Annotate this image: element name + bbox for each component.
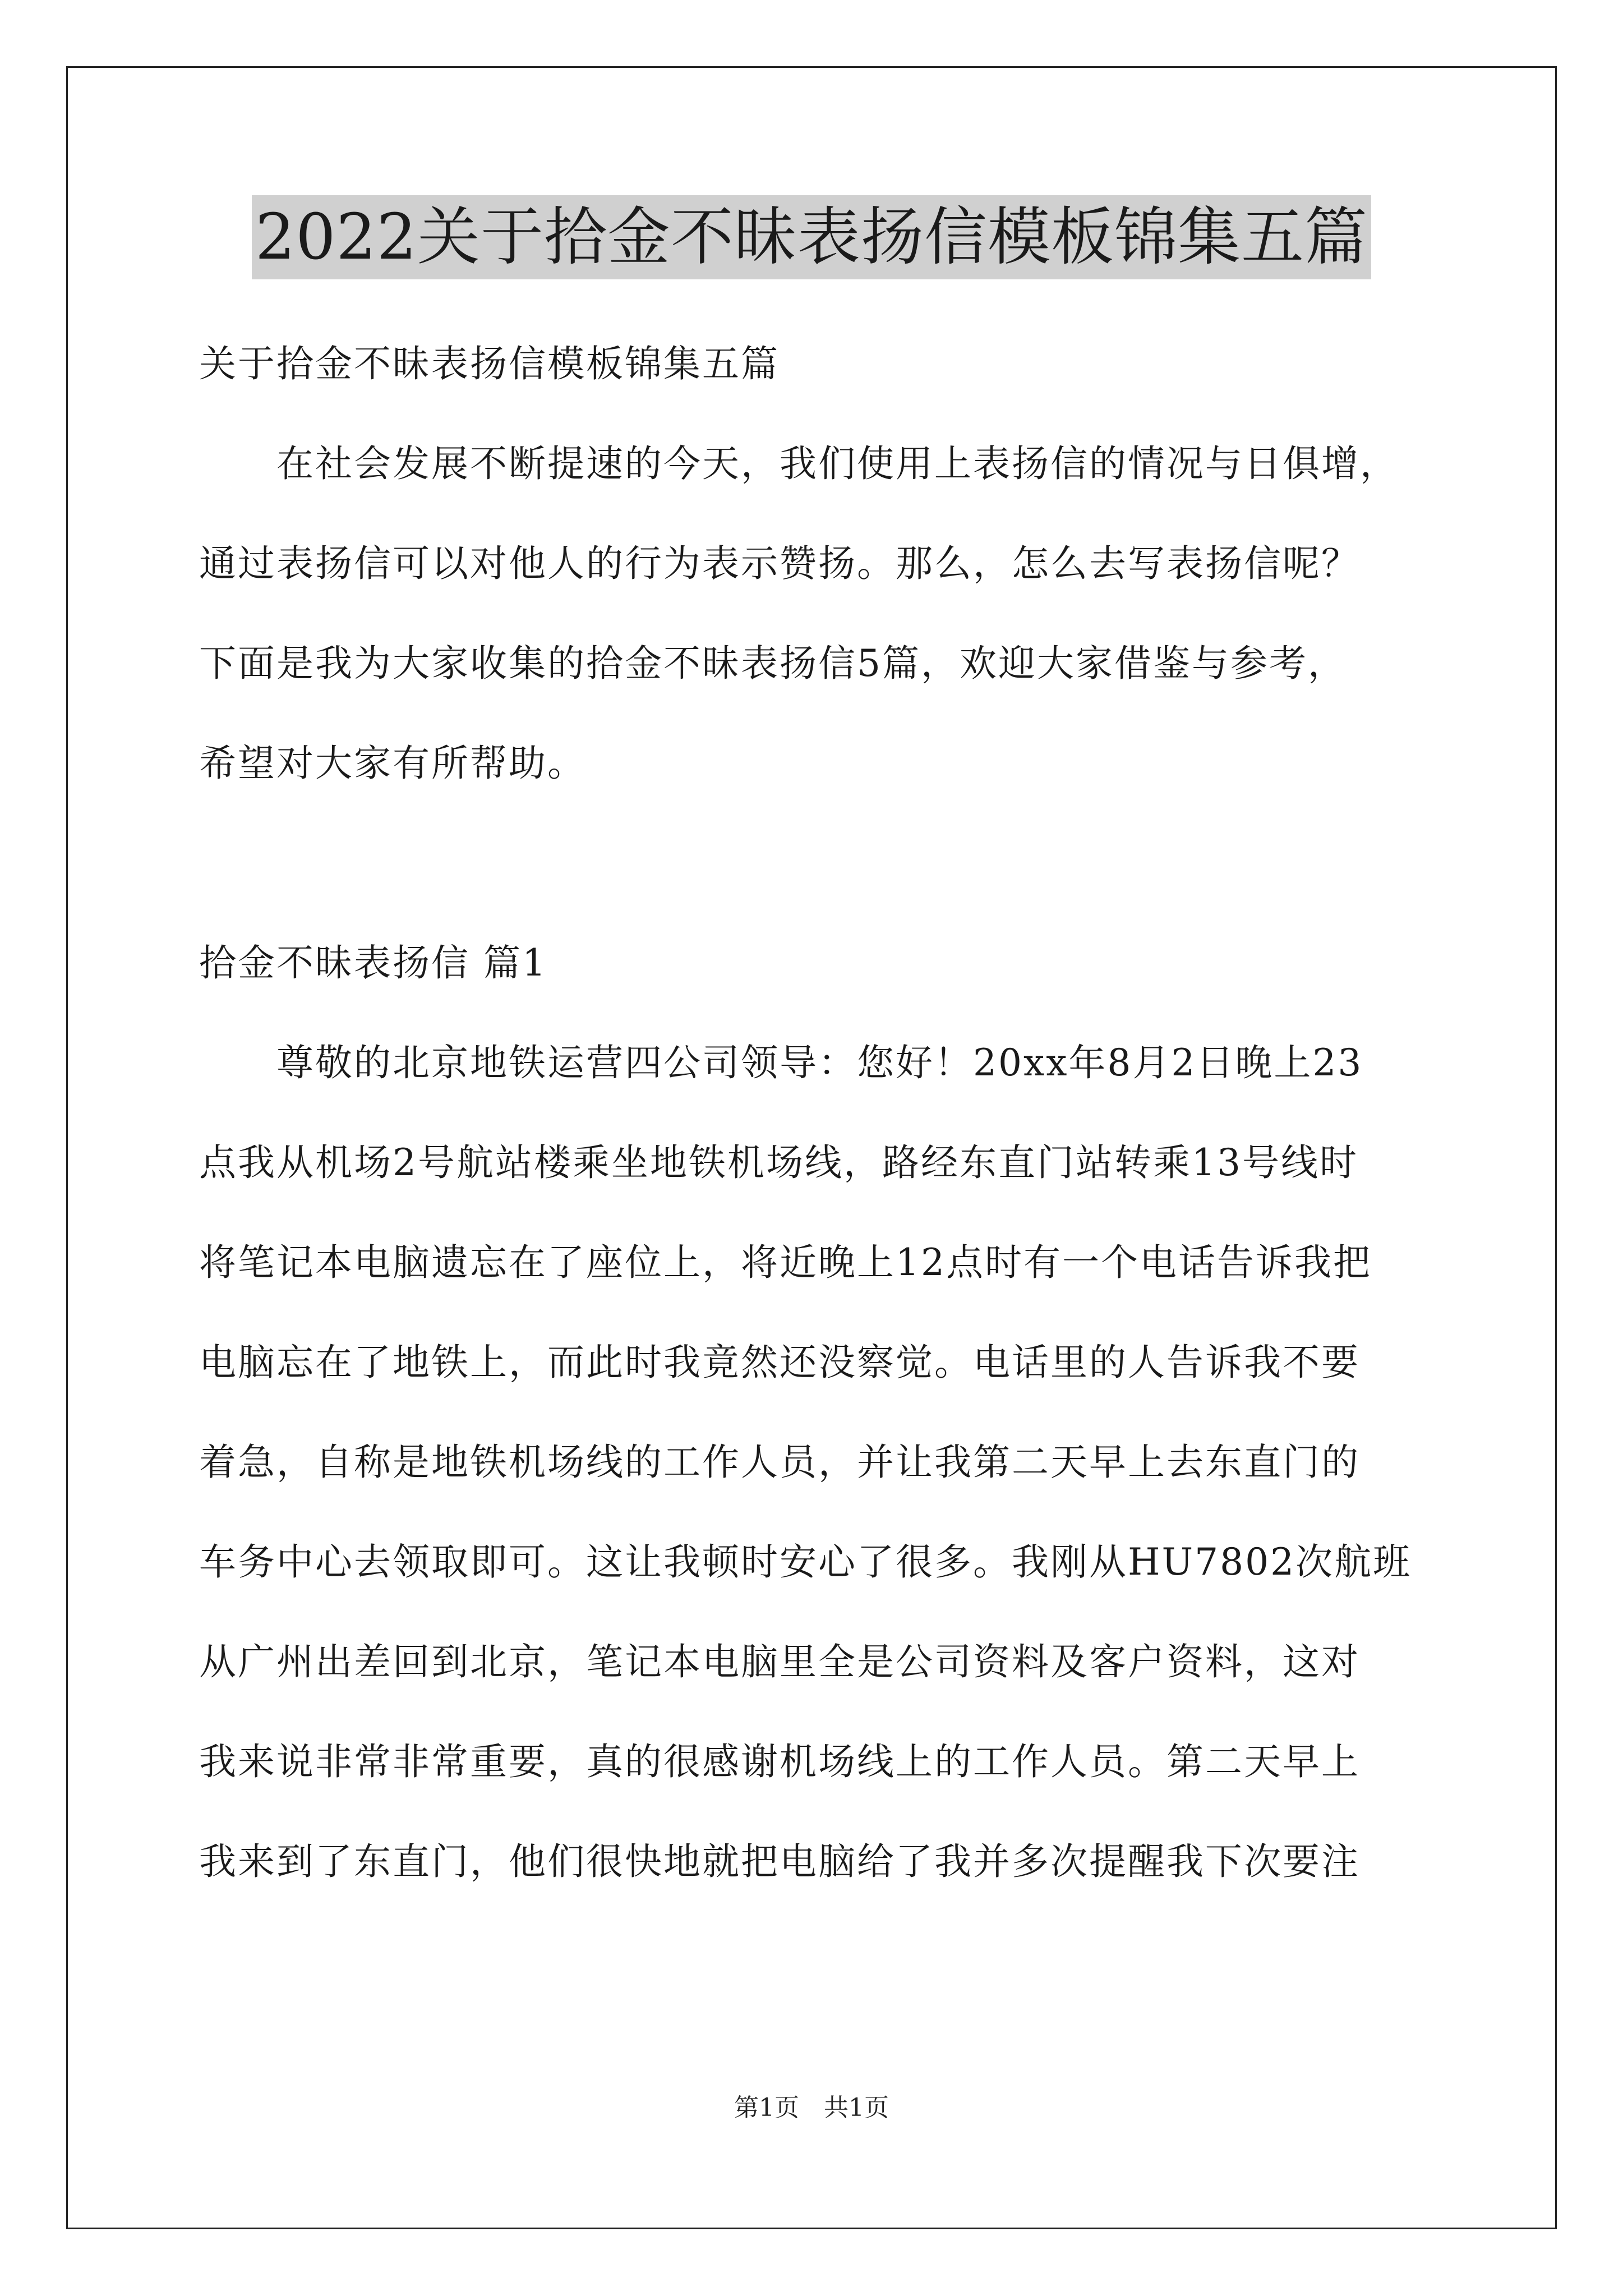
document-title: 2022关于拾金不昧表扬信模板锦集五篇 <box>252 195 1371 279</box>
intro-line: 下面是我为大家收集的拾金不昧表扬信5篇，欢迎大家借鉴与参考， <box>199 642 1347 685</box>
body-line: 我来说非常非常重要，真的很感谢机场线上的工作人员。第二天早上 <box>199 1740 1360 1783</box>
intro-line: 希望对大家有所帮助。 <box>199 742 586 785</box>
body-line: 我来到了东直门，他们很快地就把电脑给了我并多次提醒我下次要注 <box>199 1840 1360 1883</box>
paragraph-gap <box>199 813 1433 913</box>
body-line: 车务中心去领取即可。这让我顿时安心了很多。我刚从HU7802次航班 <box>199 1540 1412 1584</box>
title-wrap <box>0 195 1623 279</box>
body-line: 着急，自称是地铁机场线的工作人员，并让我第二天早上去东直门的 <box>199 1441 1360 1484</box>
body-line: 将笔记本电脑遗忘在了座位上，将近晚上12点时有一个电话告诉我把 <box>199 1241 1372 1284</box>
section-heading: 拾金不昧表扬信 篇1 <box>199 941 547 984</box>
body-line: 尊敬的北京地铁运营四公司领导：您好！20xx年8月2日晚上23 <box>199 1041 1363 1084</box>
intro-line: 在社会发展不断提速的今天，我们使用上表扬信的情况与日俱增， <box>199 442 1399 485</box>
document-body <box>199 314 1433 1912</box>
document-subtitle: 关于拾金不昧表扬信模板锦集五篇 <box>199 342 780 385</box>
body-line: 点我从机场2号航站楼乘坐地铁机场线，路经东直门站转乘13号线时 <box>199 1141 1358 1184</box>
intro-line: 通过表扬信可以对他人的行为表示赞扬。那么，怎么去写表扬信呢？ <box>199 542 1360 585</box>
body-line: 电脑忘在了地铁上，而此时我竟然还没察觉。电话里的人告诉我不要 <box>199 1341 1360 1384</box>
body-line: 从广州出差回到北京，笔记本电脑里全是公司资料及客户资料，这对 <box>199 1640 1360 1683</box>
page-footer: 第1页 共1页 <box>734 2093 889 2122</box>
